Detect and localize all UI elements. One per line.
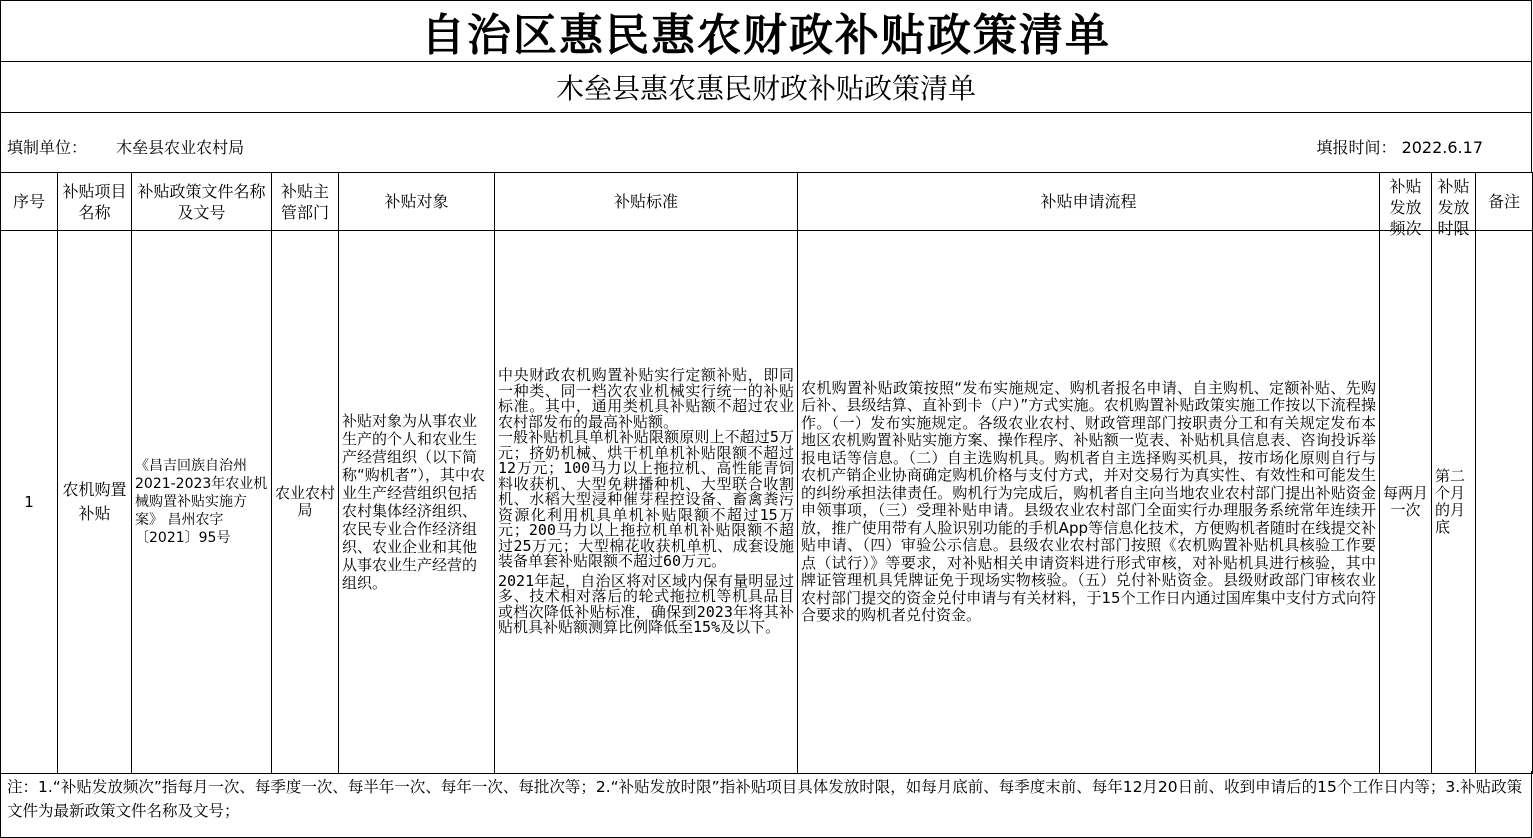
cell-policy: 《昌吉回族自治州2021-2023年农业机械购置补贴实施方案》 昌州农字〔2021〕95号 [132,231,272,774]
header-dept [272,173,339,231]
header-limit-text: 补贴发放时限 [1437,176,1470,238]
standard-paragraph-1: 中央财政农机购置补贴实行定额补贴，即同一种类、同一档次农业机械实行统一的补贴标准。其中，通用类机具补贴额不超过农业农村部发布的最高补贴额。 [498,366,794,431]
cell-limit: 第二个月的月底 [1432,231,1476,774]
header-item: 补贴项目名称 [58,173,132,231]
sheet-title: 自治区惠民惠农财政补贴政策清单 [0,0,1532,62]
header-policy: 补贴政策文件名称及文号 [132,173,272,231]
cell-freq: 每两月一次 [1380,231,1432,774]
header-target: 补贴对象 [339,173,495,231]
footnote: 注：1.“补贴发放频次”指每月一次、每季度一次、每半年一次、每年一次、每批次等；2.“补贴发放时限”指补贴项目具体发放时限，如每月底前、每季度末前、每年12月20日前、收到申请后的15个工作日内等；3.补贴政策文件为最新政策文件名称及文号； [0,771,1532,838]
header-row [1,173,1533,231]
header-freq-text: 补贴发放频次 [1389,176,1422,238]
cell-standard [495,231,798,774]
header-limit [1432,173,1476,238]
sheet-subtitle: 木垒县惠农惠民财政补贴政策清单 [0,62,1532,112]
unit-value: 木垒县农业农村局 [116,138,245,157]
header-freq [1380,173,1432,238]
header-process: 补贴申请流程 [798,173,1380,231]
cell-item: 农机购置补贴 [58,231,132,774]
cell-target: 补贴对象为从事农业生产的个人和农业生产经营组织（以下简称“购机者”），其中农业生产经营组织包括农村集体经济组织、农民专业合作经济组织、农业企业和其他从事农业生产经营的组织。 [339,231,495,774]
standard-paragraph-2: 一般补贴机具单机补贴限额原则上不超过5万元；挤奶机械、烘干机单机补贴限额不超过12万元；100马力以上拖拉机、高性能青饲料收获机、大型免耕播种机、大型联合收割机、水稻大型浸种催芽程控设备、畜禽粪污资源化利用机具单机补贴限额不超过15万元；200马力以上拖拉机单机补贴限额不超过25万元；大型棉花收获机单机、成套设施装备单套补贴限额不超过60万元。 [498,428,794,571]
cell-process: 农机购置补贴政策按照“发布实施规定、购机者报名申请、自主购机、定额补贴、先购后补、县级结算、直补到卡（户）”方式实施。农机购置补贴政策实施工作按以下流程操作。（一）发布实施规定。各级农业农村、财政管理部门按职责分工和有关规定发布本地区农机购置补贴实施方案、操作程序、补贴额一览表、补贴机具信息表、咨询投诉举报电话等信息。（二）自主选购机具。购机者自主选择购买机具，按市场化原则自行与农机产销企业协商确定购机价格与支付方式，并对交易行为真实性、有效性和可能发生的纠纷承担法律责任。购机行为完成后，购机者自主向当地农业农村部门提出补贴资金申领事项，（三）受理补贴申请。县级农业农村部门全面实行办理服务系统常年连续开放，推广使用带有人脸识别功能的手机App等信息化技术，方便购机者随时在线提交补贴申请、（四）审验公示信息。县级农业农村部门按照《农机购置补贴机具核验工作要点（试行）》等要求，对补贴相关申请资料进行形式审核，对补贴机具进行核验，其中牌证管理机具凭牌证免于现场实物核验。（五）兑付补贴资金。县级财政部门审核农业农村部门提交的资金兑付申请与有关材料，于15个工作日内通过国库集中支付方式向符合要求的购机者兑付资金。 [798,231,1380,774]
header-standard: 补贴标准 [495,173,798,231]
filler-row [0,112,1532,172]
cell-seq: 1 [1,231,58,774]
filler-date [1316,135,1483,158]
unit-label: 填制单位： [7,138,88,157]
table-row [1,231,1533,774]
cell-remark [1476,231,1533,774]
date-value: 2022.6.17 [1401,138,1483,157]
standard-paragraph-3: 2021年起，自治区将对区域内保有量明显过多、技术相对落后的轮式拖拉机等机具品目或档次降低补贴标准，确保到2023年将其补贴机具补贴额测算比例降低至15%及以下。 [498,571,794,637]
date-label: 填报时间： [1316,138,1397,157]
cell-dept: 农业农村局 [272,231,339,774]
header-dept-text: 补贴主管部门 [280,181,329,222]
policy-table [0,172,1533,774]
filler-unit [7,135,244,158]
header-remark: 备注 [1476,173,1533,231]
header-seq: 序号 [1,173,58,231]
